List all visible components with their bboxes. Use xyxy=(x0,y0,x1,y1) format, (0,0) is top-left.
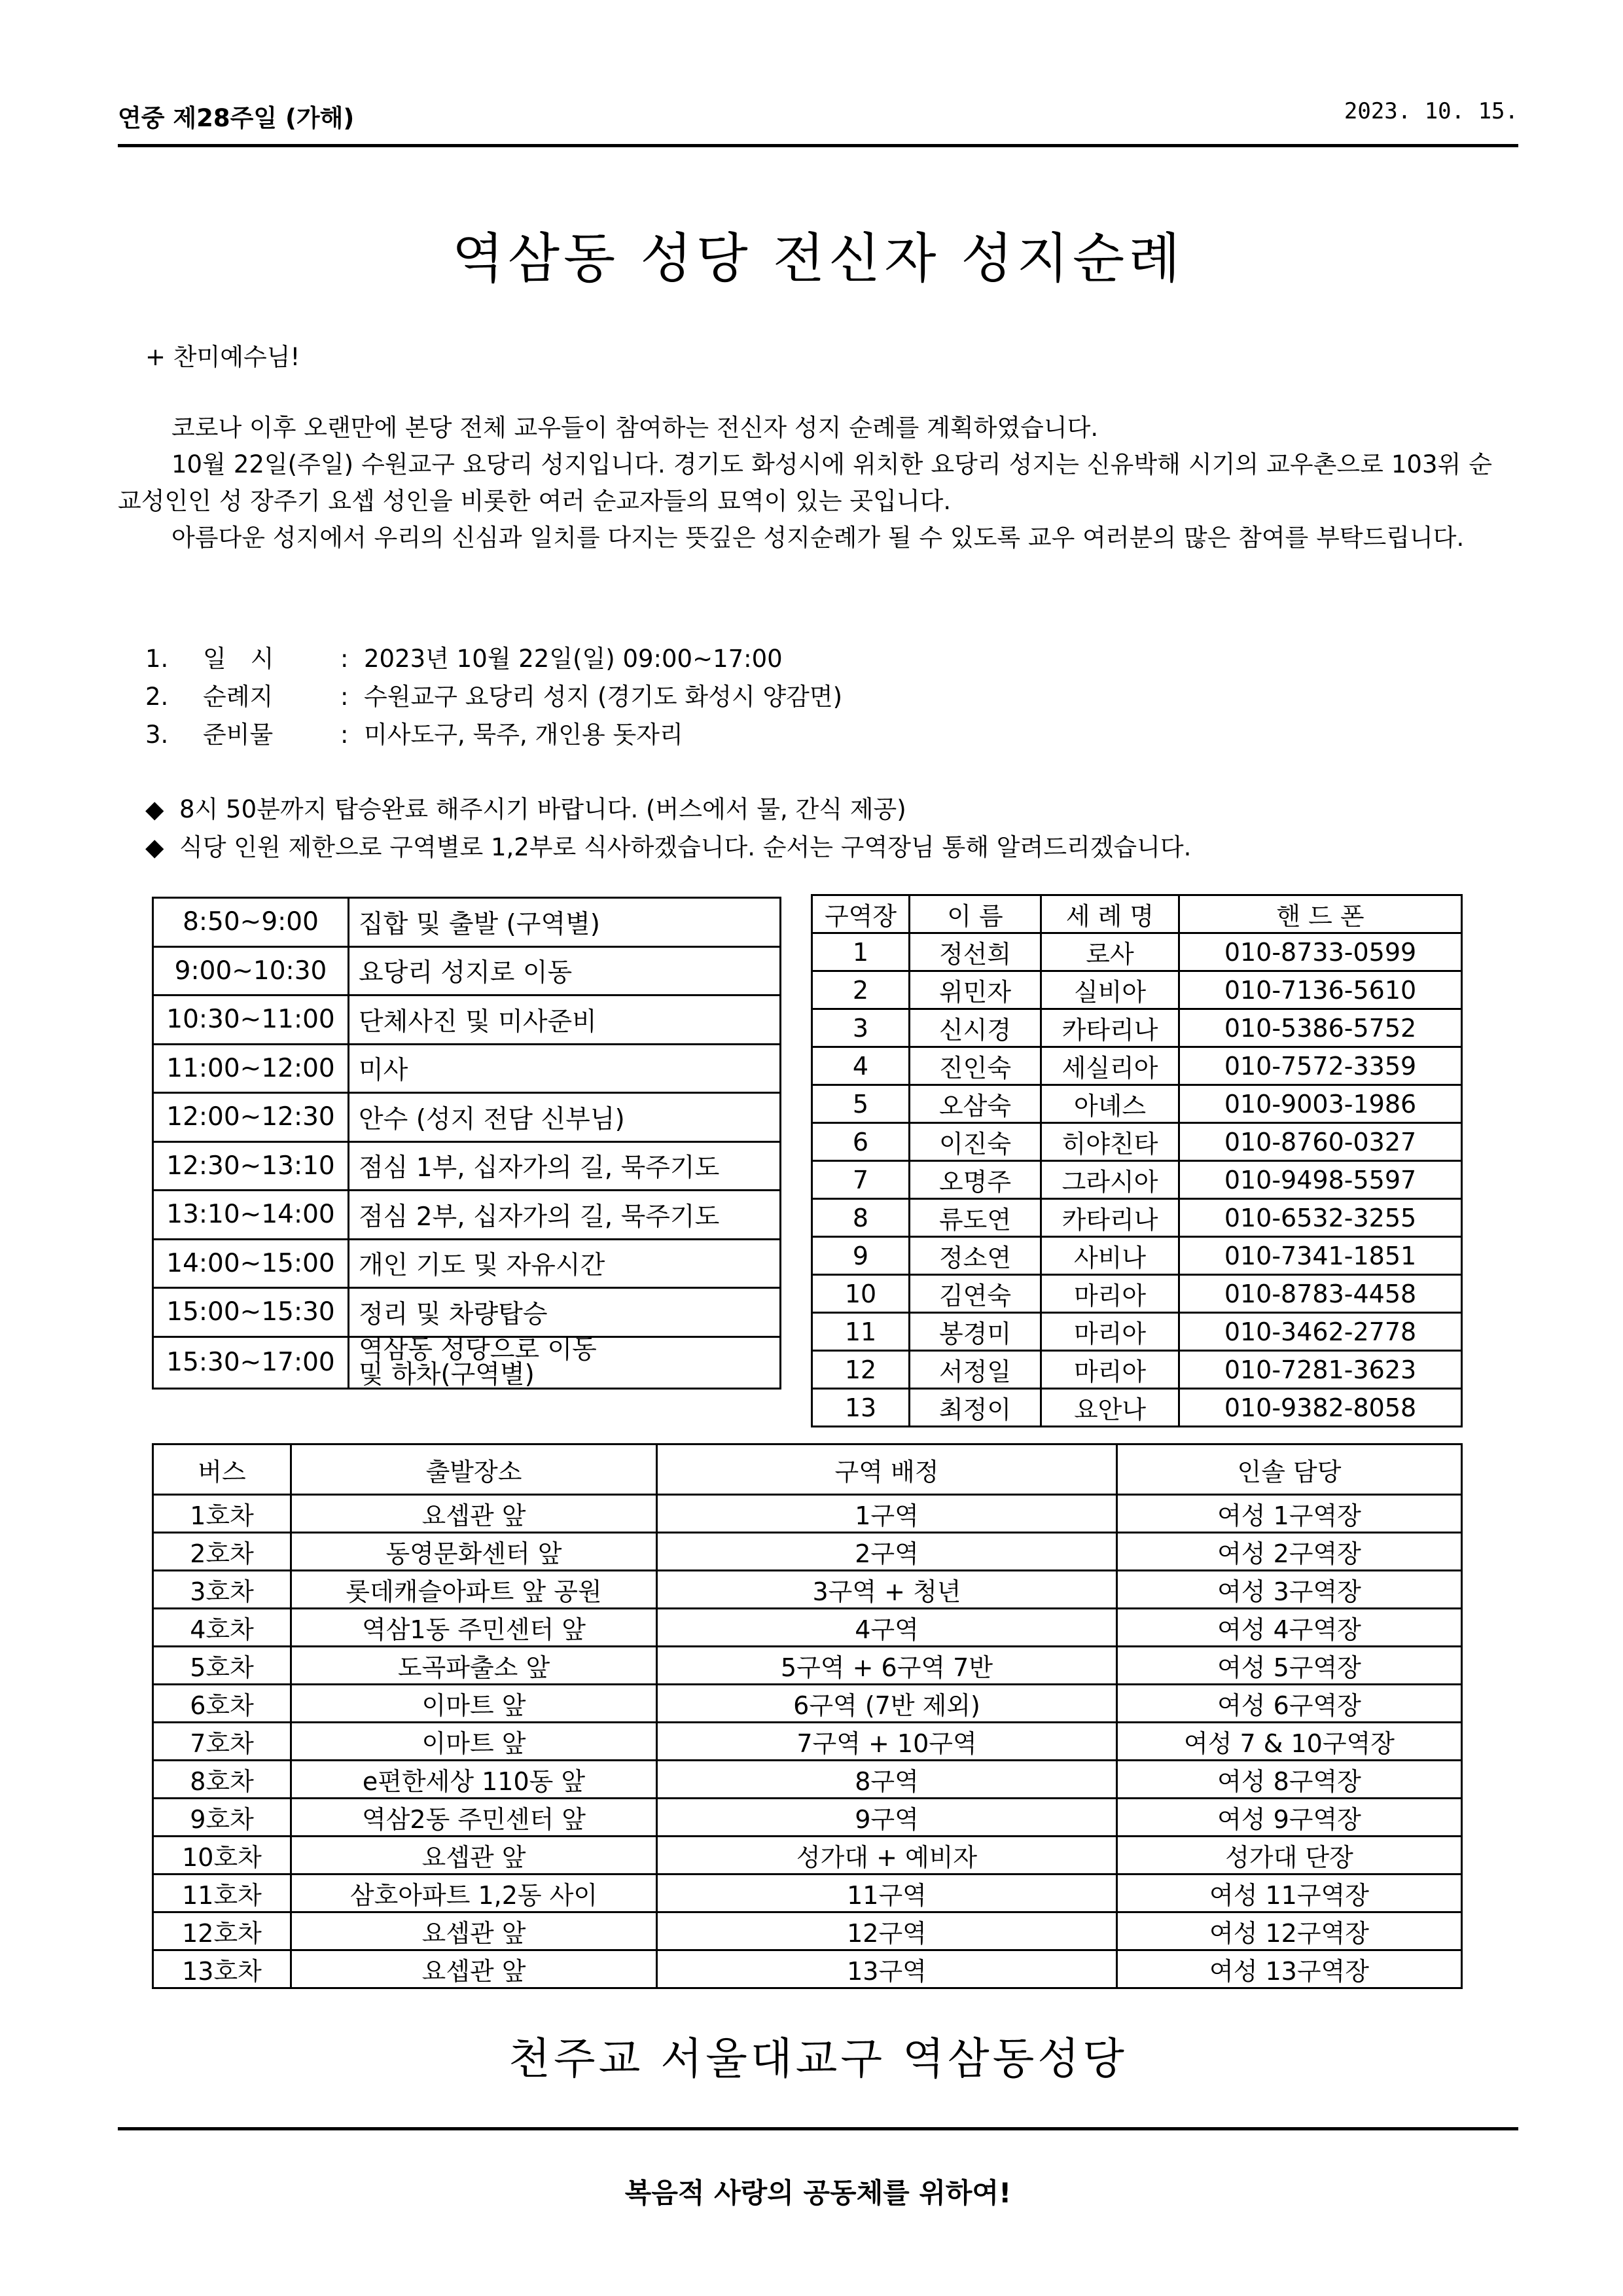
schedule-time: 11:00~12:00 xyxy=(153,1044,349,1093)
leader-name: 서정일 xyxy=(910,1351,1041,1389)
table-row xyxy=(812,1047,1462,1085)
departure-place: 이마트 앞 xyxy=(291,1685,657,1723)
table-row xyxy=(153,1723,1462,1761)
table-row xyxy=(153,1495,1462,1533)
table-row xyxy=(153,1533,1462,1571)
page-title: 역삼동 성당 전신자 성지순례 xyxy=(452,228,1185,290)
info-separator: : xyxy=(340,721,349,749)
schedule-activity: 개인 기도 및 자유시간 xyxy=(349,1239,781,1288)
schedule-time: 12:30~13:10 xyxy=(153,1141,349,1191)
baptismal-name: 마리아 xyxy=(1041,1275,1179,1313)
phone-number: 010-9003-1986 xyxy=(1179,1085,1462,1123)
baptismal-name: 요안나 xyxy=(1041,1389,1179,1427)
bus-leader: 여성 12구역장 xyxy=(1117,1912,1462,1950)
table-row xyxy=(812,1237,1462,1275)
district-assignment: 12구역 xyxy=(657,1912,1117,1950)
baptismal-name: 실비아 xyxy=(1041,971,1179,1009)
info-number: 3. xyxy=(145,721,169,749)
baptismal-name: 히야친타 xyxy=(1041,1123,1179,1161)
table-row xyxy=(812,1351,1462,1389)
phone-number: 010-8783-4458 xyxy=(1179,1275,1462,1313)
schedule-activity-line: 역삼동 성당으로 이동 xyxy=(359,1335,597,1365)
schedule-activity xyxy=(349,1336,781,1388)
column-header: 구역장 xyxy=(812,895,910,933)
column-header: 구역 배정 xyxy=(657,1444,1117,1495)
notes xyxy=(145,791,1191,867)
leader-name: 봉경미 xyxy=(910,1313,1041,1351)
table-row xyxy=(812,1275,1462,1313)
leader-name: 신시경 xyxy=(910,1009,1041,1047)
schedule-row xyxy=(153,946,781,996)
leader-name: 오명주 xyxy=(910,1161,1041,1199)
footer-divider xyxy=(118,2127,1518,2130)
schedule-row xyxy=(153,1239,781,1288)
departure-place: 삼호아파트 1,2동 사이 xyxy=(291,1874,657,1912)
info-value: 미사도구, 묵주, 개인용 돗자리 xyxy=(364,721,683,749)
table-row xyxy=(153,1685,1462,1723)
parish-signature: 천주교 서울대교구 역삼동성당 xyxy=(508,2034,1128,2084)
bus-number: 10호차 xyxy=(153,1837,291,1874)
schedule-row xyxy=(153,1288,781,1337)
table-row xyxy=(812,1199,1462,1237)
table-row xyxy=(812,1161,1462,1199)
schedule-activity: 점심 1부, 십자가의 길, 묵주기도 xyxy=(349,1141,781,1191)
baptismal-name: 마리아 xyxy=(1041,1351,1179,1389)
leader-name: 정소연 xyxy=(910,1237,1041,1275)
district-number: 5 xyxy=(812,1085,910,1123)
info-row-supplies xyxy=(145,716,842,754)
district-assignment: 4구역 xyxy=(657,1609,1117,1647)
bus-leader: 여성 1구역장 xyxy=(1117,1495,1462,1533)
note-item xyxy=(145,829,1191,867)
info-row-place xyxy=(145,678,842,716)
district-number: 6 xyxy=(812,1123,910,1161)
district-assignment: 5구역 + 6구역 7반 xyxy=(657,1647,1117,1685)
header-divider xyxy=(118,144,1518,147)
phone-number: 010-6532-3255 xyxy=(1179,1199,1462,1237)
schedule-time: 15:30~17:00 xyxy=(153,1336,349,1388)
baptismal-name: 아녜스 xyxy=(1041,1085,1179,1123)
greeting: + 찬미예수님! xyxy=(145,343,300,371)
departure-place: 이마트 앞 xyxy=(291,1723,657,1761)
table-row xyxy=(153,1837,1462,1874)
district-number: 13 xyxy=(812,1389,910,1427)
bus-number: 1호차 xyxy=(153,1495,291,1533)
bus-number: 5호차 xyxy=(153,1647,291,1685)
district-leader-table xyxy=(811,894,1463,1427)
district-number: 11 xyxy=(812,1313,910,1351)
bus-number: 2호차 xyxy=(153,1533,291,1571)
schedule-activity: 집합 및 출발 (구역별) xyxy=(349,898,781,947)
info-value: 2023년 10월 22일(일) 09:00~17:00 xyxy=(364,645,783,673)
info-label: 순례지 xyxy=(203,683,274,711)
leader-name: 위민자 xyxy=(910,971,1041,1009)
district-assignment: 7구역 + 10구역 xyxy=(657,1723,1117,1761)
info-number: 1. xyxy=(145,645,169,673)
district-number: 12 xyxy=(812,1351,910,1389)
table-row xyxy=(812,1009,1462,1047)
column-header: 세 례 명 xyxy=(1041,895,1179,933)
table-row xyxy=(153,1609,1462,1647)
phone-number: 010-9498-5597 xyxy=(1179,1161,1462,1199)
phone-number: 010-8760-0327 xyxy=(1179,1123,1462,1161)
intro-paragraph: 아름다운 성지에서 우리의 신심과 일치를 다지는 뜻깊은 성지순례가 될 수 있도록 교우 여러분의 많은 참여를 부탁드립니다. xyxy=(171,524,1465,552)
intro-paragraph: 코로나 이후 오랜만에 본당 전체 교우들이 참여하는 전신자 성지 순례를 계획하였습니다. xyxy=(171,414,1099,442)
schedule-activity: 정리 및 차량탑승 xyxy=(349,1288,781,1337)
leader-name: 김연숙 xyxy=(910,1275,1041,1313)
leader-name: 류도연 xyxy=(910,1199,1041,1237)
note-item xyxy=(145,791,1191,829)
bus-leader: 여성 6구역장 xyxy=(1117,1685,1462,1723)
column-header: 버스 xyxy=(153,1444,291,1495)
table-row xyxy=(812,933,1462,971)
bus-number: 6호차 xyxy=(153,1685,291,1723)
district-number: 4 xyxy=(812,1047,910,1085)
district-assignment: 2구역 xyxy=(657,1533,1117,1571)
schedule-time: 9:00~10:30 xyxy=(153,946,349,996)
table-row xyxy=(153,1912,1462,1950)
bus-number: 7호차 xyxy=(153,1723,291,1761)
table-header-row xyxy=(153,1444,1462,1495)
schedule-row xyxy=(153,1336,781,1388)
phone-number: 010-7281-3623 xyxy=(1179,1351,1462,1389)
departure-place: 요셉관 앞 xyxy=(291,1912,657,1950)
phone-number: 010-5386-5752 xyxy=(1179,1009,1462,1047)
phone-number: 010-9382-8058 xyxy=(1179,1389,1462,1427)
bulletin-date: 2023. 10. 15. xyxy=(1344,98,1518,124)
phone-number: 010-7341-1851 xyxy=(1179,1237,1462,1275)
column-header: 핸 드 폰 xyxy=(1179,895,1462,933)
leader-name: 오삼숙 xyxy=(910,1085,1041,1123)
table-row xyxy=(153,1799,1462,1837)
district-assignment: 8구역 xyxy=(657,1761,1117,1799)
schedule-activity: 안수 (성지 전담 신부님) xyxy=(349,1093,781,1142)
bus-leader: 여성 11구역장 xyxy=(1117,1874,1462,1912)
intro-paragraph: 10월 22일(주일) 수원교구 요당리 성지입니다. 경기도 화성시에 위치한 요당리 성지는 신유박해 시기의 교우촌으로 103위 순교성인인 성 장주기 요셉 성인을 비롯한 여러 순교자들의 묘역이 있는 곳입니다. xyxy=(118,450,1492,515)
info-label: 준비물 xyxy=(203,721,274,749)
schedule-activity: 미사 xyxy=(349,1044,781,1093)
bus-number: 3호차 xyxy=(153,1571,291,1609)
leader-name: 정선희 xyxy=(910,933,1041,971)
table-row xyxy=(812,971,1462,1009)
schedule-time: 14:00~15:00 xyxy=(153,1239,349,1288)
schedule-table xyxy=(152,897,781,1390)
table-row xyxy=(153,1647,1462,1685)
diamond-bullet-icon: ◆ xyxy=(145,833,164,861)
note-text: 식당 인원 제한으로 구역별로 1,2부로 식사하겠습니다. 순서는 구역장님 통해 알려드리겠습니다. xyxy=(179,833,1192,861)
district-assignment: 9구역 xyxy=(657,1799,1117,1837)
baptismal-name: 그라시아 xyxy=(1041,1161,1179,1199)
schedule-row xyxy=(153,1141,781,1191)
baptismal-name: 로사 xyxy=(1041,933,1179,971)
schedule-time: 15:00~15:30 xyxy=(153,1288,349,1337)
table-row xyxy=(153,1874,1462,1912)
column-header: 이 름 xyxy=(910,895,1041,933)
schedule-activity-line: 및 하차(구역별) xyxy=(359,1359,535,1390)
departure-place: e편한세상 110동 앞 xyxy=(291,1761,657,1799)
bus-leader: 여성 7 & 10구역장 xyxy=(1117,1723,1462,1761)
bus-leader: 여성 8구역장 xyxy=(1117,1761,1462,1799)
table-row xyxy=(812,1313,1462,1351)
district-assignment: 6구역 (7반 제외) xyxy=(657,1685,1117,1723)
departure-place: 동영문화센터 앞 xyxy=(291,1533,657,1571)
schedule-time: 10:30~11:00 xyxy=(153,996,349,1045)
page-header xyxy=(118,98,1518,134)
baptismal-name: 사비나 xyxy=(1041,1237,1179,1275)
departure-place: 도곡파출소 앞 xyxy=(291,1647,657,1685)
schedule-time: 8:50~9:00 xyxy=(153,898,349,947)
schedule-activity: 단체사진 및 미사준비 xyxy=(349,996,781,1045)
info-label: 일 시 xyxy=(203,645,274,673)
district-number: 8 xyxy=(812,1199,910,1237)
district-number: 2 xyxy=(812,971,910,1009)
bus-leader: 여성 3구역장 xyxy=(1117,1571,1462,1609)
bus-number: 4호차 xyxy=(153,1609,291,1647)
bus-leader: 여성 4구역장 xyxy=(1117,1609,1462,1647)
baptismal-name: 세실리아 xyxy=(1041,1047,1179,1085)
district-assignment: 성가대 + 예비자 xyxy=(657,1837,1117,1874)
phone-number: 010-7572-3359 xyxy=(1179,1047,1462,1085)
bus-number: 12호차 xyxy=(153,1912,291,1950)
departure-place: 요셉관 앞 xyxy=(291,1495,657,1533)
departure-place: 요셉관 앞 xyxy=(291,1837,657,1874)
schedule-row xyxy=(153,1044,781,1093)
document-page xyxy=(118,0,1518,2296)
liturgical-week: 연중 제28주일 (가해) xyxy=(118,104,355,132)
bus-leader: 성가대 단장 xyxy=(1117,1837,1462,1874)
note-text: 8시 50분까지 탑승완료 해주시기 바랍니다. (버스에서 물, 간식 제공) xyxy=(179,795,906,823)
table-row xyxy=(153,1950,1462,1988)
departure-place: 역삼2동 주민센터 앞 xyxy=(291,1799,657,1837)
bus-leader: 여성 2구역장 xyxy=(1117,1533,1462,1571)
departure-place: 롯데캐슬아파트 앞 공원 xyxy=(291,1571,657,1609)
departure-place: 역삼1동 주민센터 앞 xyxy=(291,1609,657,1647)
bus-number: 8호차 xyxy=(153,1761,291,1799)
leader-name: 진인숙 xyxy=(910,1047,1041,1085)
phone-number: 010-8733-0599 xyxy=(1179,933,1462,971)
district-assignment: 1구역 xyxy=(657,1495,1117,1533)
baptismal-name: 마리아 xyxy=(1041,1313,1179,1351)
event-info xyxy=(145,640,842,754)
schedule-row xyxy=(153,996,781,1045)
schedule-time: 13:10~14:00 xyxy=(153,1191,349,1240)
phone-number: 010-7136-5610 xyxy=(1179,971,1462,1009)
district-number: 3 xyxy=(812,1009,910,1047)
schedule-row xyxy=(153,1093,781,1142)
district-number: 1 xyxy=(812,933,910,971)
bus-number: 9호차 xyxy=(153,1799,291,1837)
leader-name: 최정이 xyxy=(910,1389,1041,1427)
column-header: 인솔 담당 xyxy=(1117,1444,1462,1495)
column-header: 출발장소 xyxy=(291,1444,657,1495)
intro-text xyxy=(118,410,1492,556)
info-value: 수원교구 요당리 성지 (경기도 화성시 양감면) xyxy=(364,683,843,711)
district-number: 7 xyxy=(812,1161,910,1199)
baptismal-name: 카타리나 xyxy=(1041,1199,1179,1237)
leader-name: 이진숙 xyxy=(910,1123,1041,1161)
bus-number: 11호차 xyxy=(153,1874,291,1912)
table-row xyxy=(153,1571,1462,1609)
table-row xyxy=(153,1761,1462,1799)
table-row xyxy=(812,1085,1462,1123)
district-number: 9 xyxy=(812,1237,910,1275)
bus-leader: 여성 13구역장 xyxy=(1117,1950,1462,1988)
district-number: 10 xyxy=(812,1275,910,1313)
schedule-activity: 요당리 성지로 이동 xyxy=(349,946,781,996)
schedule-row xyxy=(153,1191,781,1240)
bus-number: 13호차 xyxy=(153,1950,291,1988)
bus-assignment-table xyxy=(152,1443,1463,1989)
info-separator: : xyxy=(340,683,349,711)
district-assignment: 13구역 xyxy=(657,1950,1117,1988)
diamond-bullet-icon: ◆ xyxy=(145,795,164,823)
table-header-row xyxy=(812,895,1462,933)
district-assignment: 3구역 + 청년 xyxy=(657,1571,1117,1609)
schedule-row xyxy=(153,898,781,947)
info-number: 2. xyxy=(145,683,169,711)
table-row xyxy=(812,1389,1462,1427)
baptismal-name: 카타리나 xyxy=(1041,1009,1179,1047)
table-row xyxy=(812,1123,1462,1161)
district-assignment: 11구역 xyxy=(657,1874,1117,1912)
bus-leader: 여성 5구역장 xyxy=(1117,1647,1462,1685)
departure-place: 요셉관 앞 xyxy=(291,1950,657,1988)
schedule-activity: 점심 2부, 십자가의 길, 묵주기도 xyxy=(349,1191,781,1240)
info-separator: : xyxy=(340,645,349,673)
phone-number: 010-3462-2778 xyxy=(1179,1313,1462,1351)
info-row-date xyxy=(145,640,842,678)
bus-leader: 여성 9구역장 xyxy=(1117,1799,1462,1837)
footer-motto: 복음적 사랑의 공동체를 위하여! xyxy=(624,2177,1012,2209)
schedule-time: 12:00~12:30 xyxy=(153,1093,349,1142)
